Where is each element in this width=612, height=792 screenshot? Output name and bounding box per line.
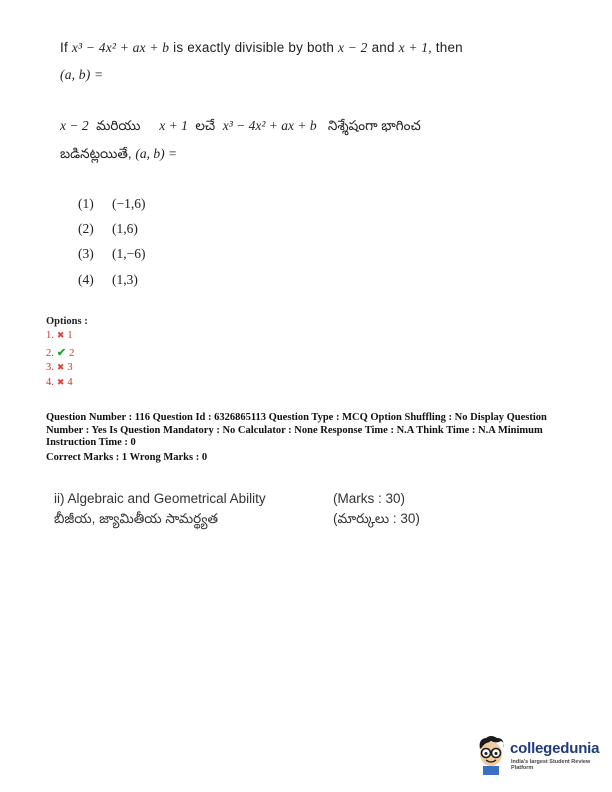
answer-option-num: (1) (78, 196, 94, 211)
answer-option-value: (1,3) (112, 272, 138, 287)
options-row-index: 3. (46, 362, 54, 373)
options-row-index: 2. (46, 348, 54, 359)
question-english (60, 34, 560, 88)
answer-option-value: (1,6) (112, 221, 138, 236)
wrong-icon: ✖ (56, 330, 65, 340)
options-row-index: 4. (46, 377, 54, 388)
options-title: Options : (46, 316, 88, 327)
section-marks (333, 489, 420, 529)
answer-option-num: (4) (78, 272, 94, 287)
logo-tagline: India's largest Student Review Platform (511, 759, 591, 771)
answer-option-3 (78, 246, 145, 262)
answer-option-1 (78, 196, 145, 212)
q-and: and (371, 40, 395, 55)
answer-option-4 (78, 272, 138, 288)
answer-option-value: (1,−6) (112, 246, 146, 261)
q-divisible: is exactly divisible by both (173, 40, 335, 55)
qt-ab: (a, b) = (135, 146, 178, 161)
wrong-icon: ✖ (56, 377, 65, 387)
section-title-english: ii) Algebraic and Geometrical Ability (54, 491, 266, 506)
qt-polynomial: x³ − 4x² + ax + b (222, 118, 317, 133)
q-factor-1: x − 2 (338, 40, 368, 55)
options-row-index: 1. (46, 330, 54, 341)
options-row-value: 1 (67, 330, 73, 341)
options-row-4 (46, 377, 73, 388)
options-row-2 (46, 346, 74, 359)
q-then: then (435, 40, 463, 55)
qt-and: మరియు (96, 118, 141, 133)
q-if: If (60, 40, 68, 55)
answer-option-num: (3) (78, 246, 94, 261)
question-telugu (60, 112, 560, 168)
logo-mascot-icon (474, 735, 508, 775)
q-polynomial: x³ − 4x² + ax + b (71, 40, 170, 55)
question-meta: Question Number : 116 Question Id : 6326865113 Question Type : MCQ Option Shuffling : No Display Question Number : Yes Is Question Mandatory : No Calculator : None Response Time : N.A Think Time : N.A Minimum Instruction Time : 0 (46, 412, 547, 448)
options-row-value: 4 (67, 377, 73, 388)
qt-rest-1: నిశ్శేషంగా భాగించ (327, 118, 421, 133)
question-marks: Correct Marks : 1 Wrong Marks : 0 (46, 452, 208, 463)
options-row-value: 2 (69, 348, 75, 359)
qt-factor-2: x + 1 (159, 118, 188, 133)
qt-by: లచే (195, 118, 216, 133)
check-icon: ✔ (56, 347, 67, 359)
answer-option-num: (2) (78, 221, 94, 236)
wrong-icon: ✖ (56, 362, 65, 372)
section-marks-telugu: (మార్కులు : 30) (333, 511, 420, 526)
q-ab: (a, b) = (60, 67, 104, 82)
logo-brand: collegedunia (510, 740, 600, 757)
options-row-1 (46, 330, 73, 341)
answer-option-value: (−1,6) (112, 196, 146, 211)
section-title (54, 489, 266, 529)
q-factor-2: x + 1, (398, 40, 432, 55)
options-row-3 (46, 362, 73, 373)
section-title-telugu: బీజీయ, జ్యామితీయ సామర్థ్యత (54, 511, 219, 526)
qt-factor-1: x − 2 (60, 118, 89, 133)
options-row-value: 3 (67, 362, 73, 373)
qt-rest-2: బడినట్లయితే, (60, 146, 132, 161)
answer-option-2 (78, 221, 138, 237)
section-marks-english: (Marks : 30) (333, 491, 406, 506)
